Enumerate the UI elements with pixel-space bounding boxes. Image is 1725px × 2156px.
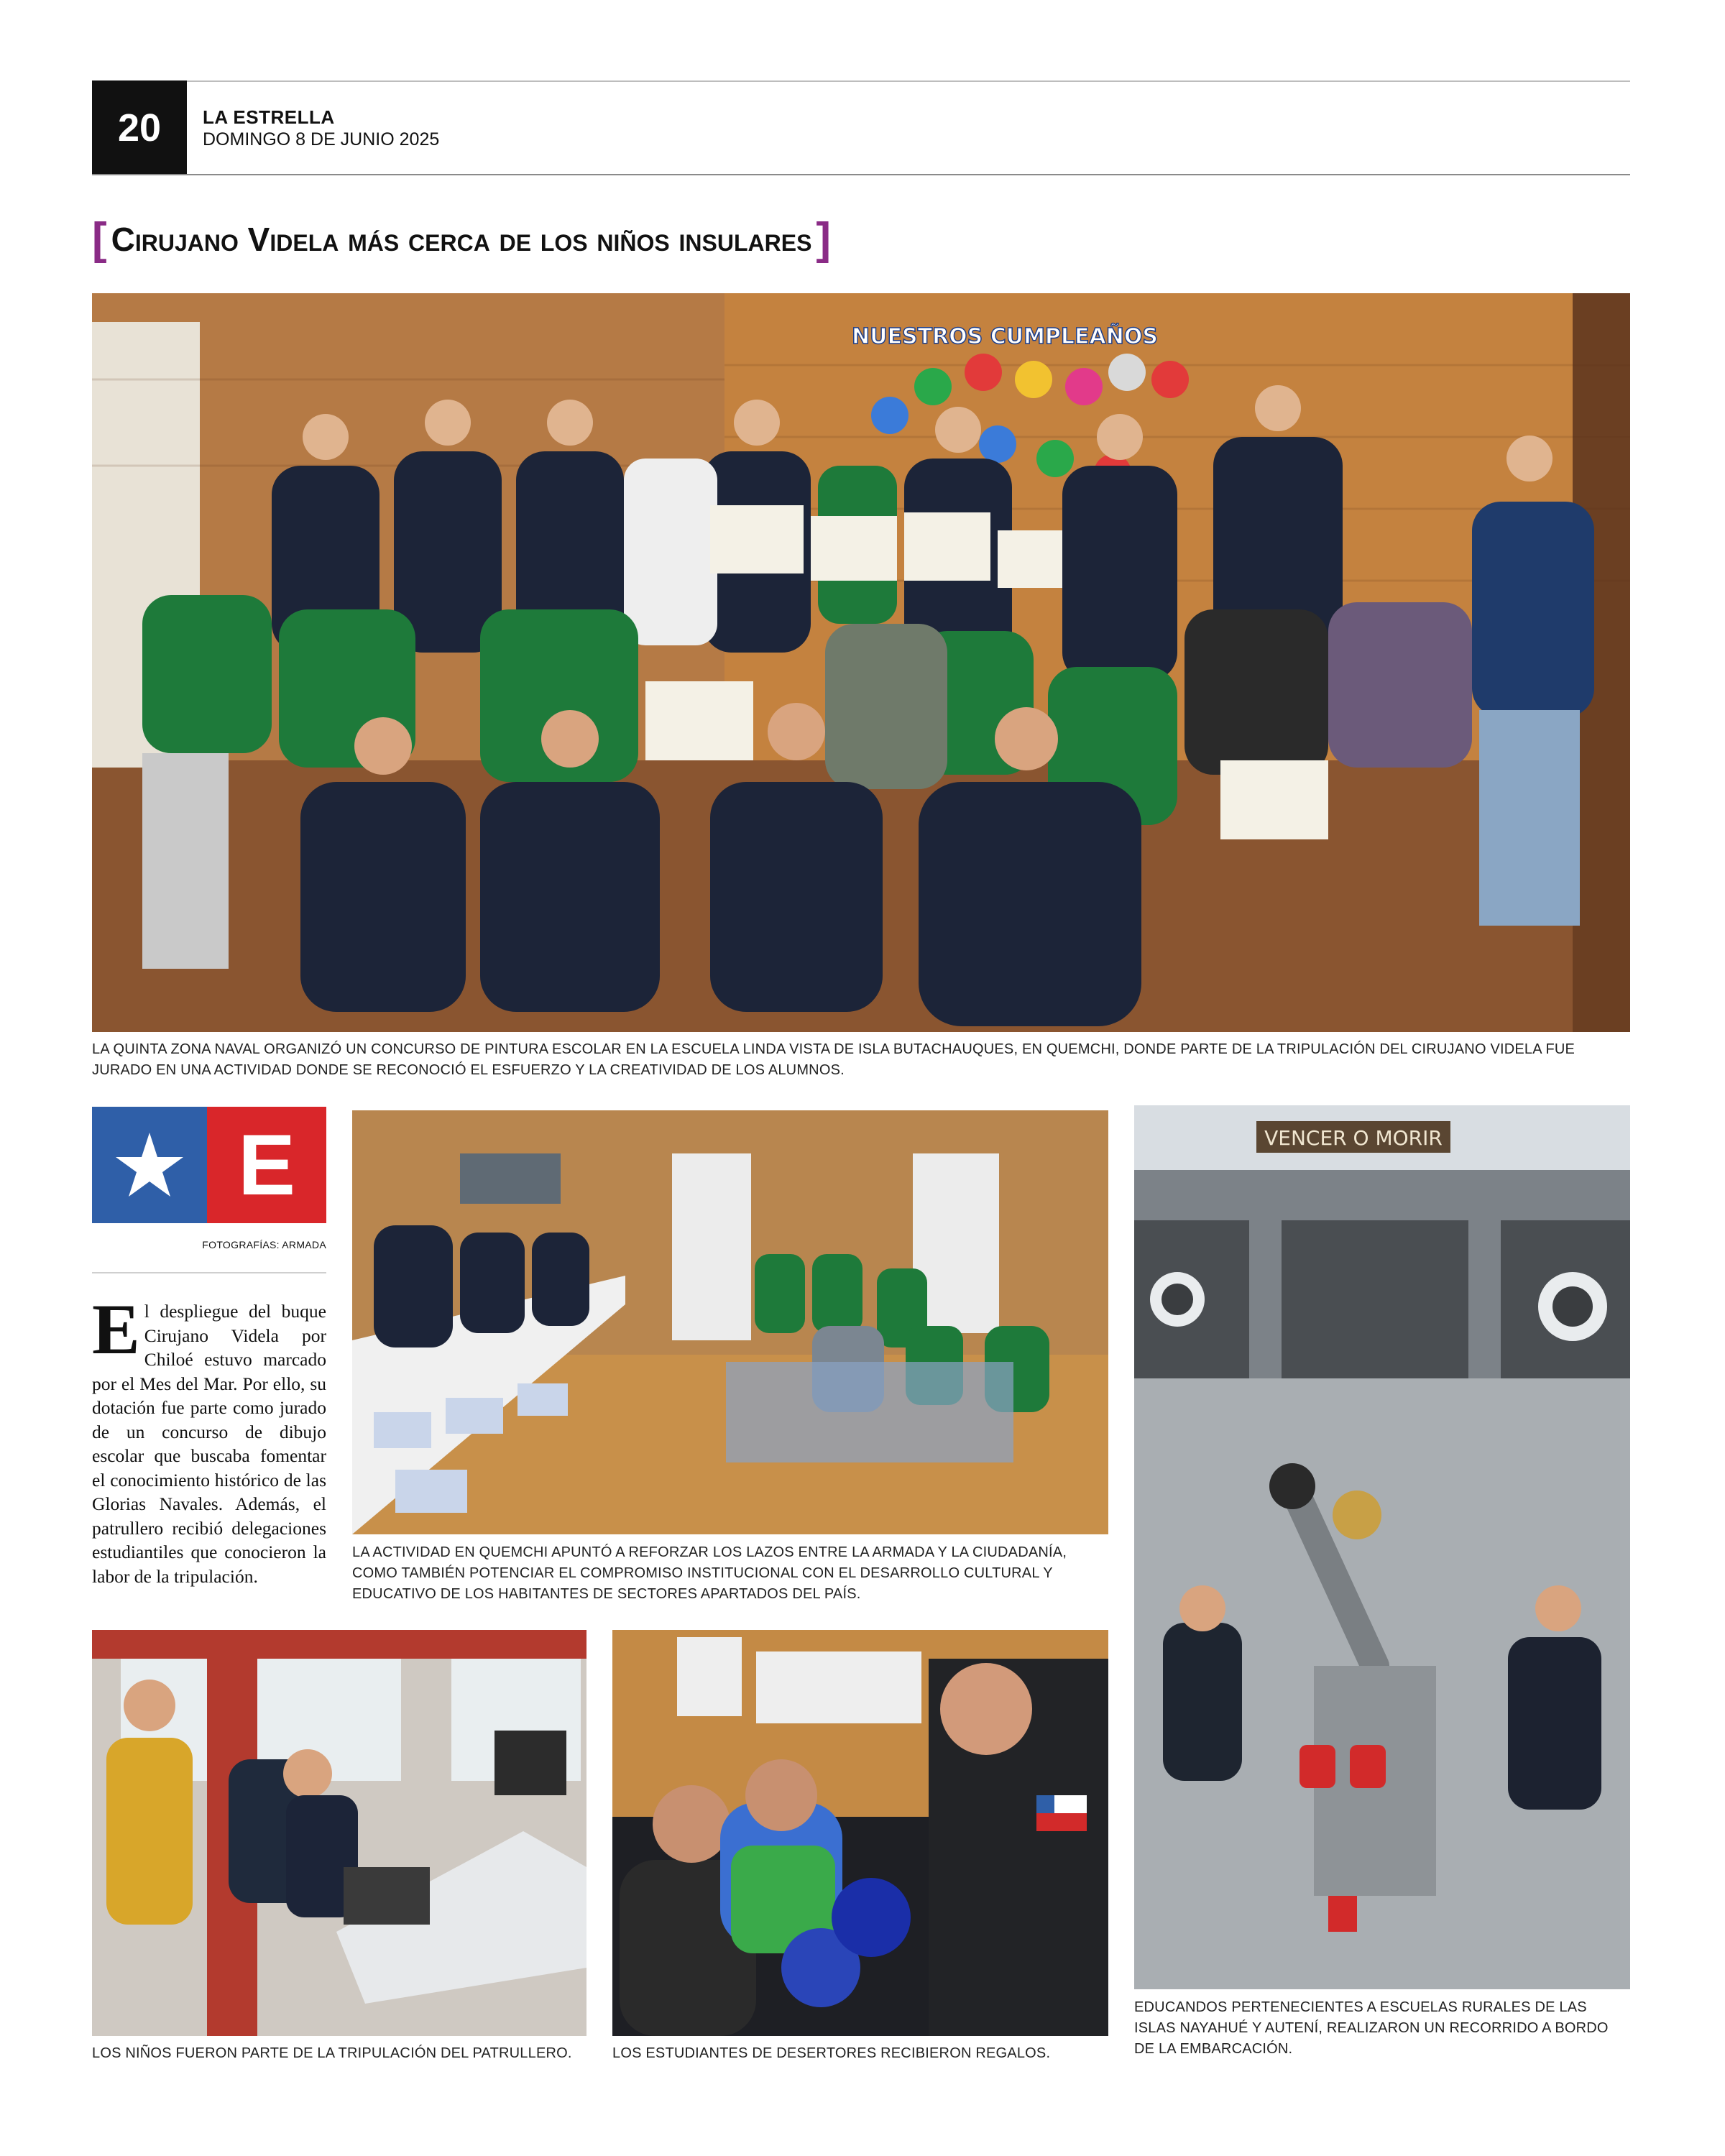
article-body [92,1289,326,1588]
article-title-block [92,214,832,264]
ship-motto-sign: VENCER O MORIR [1264,1126,1443,1150]
issue-date: DOMINGO 8 DE JUNIO 2025 [203,129,440,149]
ship-photo [1134,1105,1630,1989]
newspaper-logo-flag [92,1107,207,1223]
bridge-photo [92,1630,586,2036]
header-bottom-rule [92,174,1630,175]
classroom-photo [352,1110,1108,1534]
birthday-banner: NUESTROS CUMPLEAÑOS [852,324,1158,349]
photo-credit: FOTOGRAFÍAS: ARMADA [202,1239,326,1250]
classroom-photo-caption: LA ACTIVIDAD EN QUEMCHI APUNTÓ A REFORZAR LOS LAZOS ENTRE LA ARMADA Y LA CIUDADANÍA, COMO TAMBIÉN POTENCIAR EL COMPROMISO INSTITUCIONAL CON EL DESARROLLO CULTURAL Y EDUCATIVO DE LOS HABITANTES DE SECTORES APARTADOS DEL PAÍS. [352,1544,1067,1602]
title-bracket-open: [ [92,214,107,264]
bridge-photo-caption: LOS NIÑOS FUERON PARTE DE LA TRIPULACIÓN DEL PATRULLERO. [92,2045,572,2061]
newspaper-logo-letter: E [207,1107,326,1223]
title-bracket-close: ] [816,214,832,264]
ship-photo-caption: EDUCANDOS PERTENECIENTES A ESCUELAS RURALES DE LAS ISLAS NAYAHUÉ Y AUTENÍ, REALIZARON UN RECORRIDO A BORDO DE LA EMBARCACIÓN. [1134,1999,1609,2057]
newspaper-name: LA ESTRELLA [203,106,335,128]
article-title: Cirujano Videla más cerca de los niños insulares [111,221,812,258]
gifts-photo-caption: LOS ESTUDIANTES DE DESERTORES RECIBIERON REGALOS. [612,2045,1051,2061]
star-icon [92,1107,207,1223]
page-number: 20 [92,80,187,175]
gifts-photo [612,1630,1108,2036]
article-body-text: l despliegue del buque Cirujano Videla por Chiloé estuvo marcado por el Mes del Mar. Por ello, su dotación fue parte como jurado de un concurso de dibujo escolar que buscaba fomentar el conocimiento histórico de las Glorias Navales. Además, el patrullero recibió delegaciones estudiantiles que conocieron la labor de la tripulación. [92,1301,326,1587]
credit-rule [92,1272,326,1273]
drop-cap: E [92,1289,140,1369]
main-group-photo [92,293,1630,1032]
main-photo-caption: LA QUINTA ZONA NAVAL ORGANIZÓ UN CONCURSO DE PINTURA ESCOLAR EN LA ESCUELA LINDA VISTA DE ISLA BUTACHAUQUES, EN QUEMCHI, DONDE PARTE DE LA TRIPULACIÓN DEL CIRUJANO VIDELA FUE JURADO EN UNA ACTIVIDAD DONDE SE RECONOCIÓ EL ESFUERZO Y LA CREATIVIDAD DE LOS ALUMNOS. [92,1041,1576,1078]
header-top-rule [92,80,1630,82]
